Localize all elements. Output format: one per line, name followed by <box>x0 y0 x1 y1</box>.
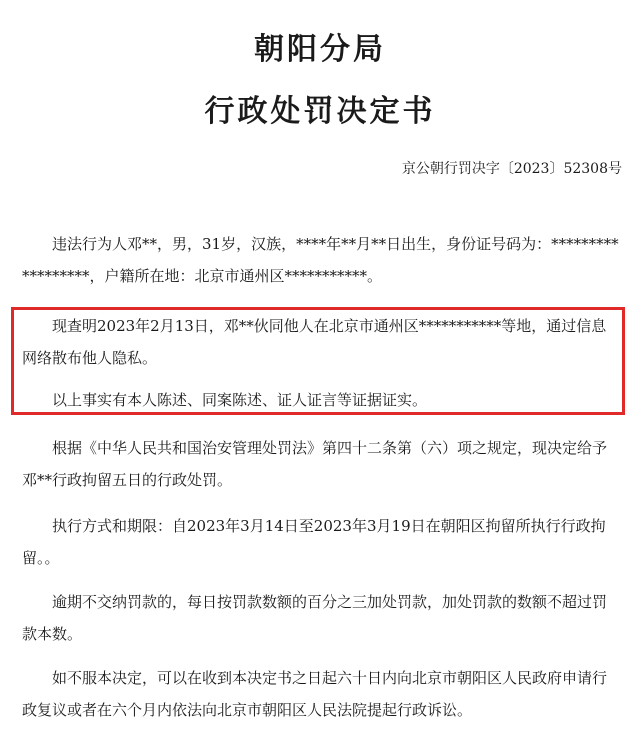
late-fine-paragraph: 逾期不交纳罚款的，每日按罚款数额的百分之三加处罚款，加处罚款的数额不超过罚款本数。 <box>22 593 608 643</box>
execution-paragraph: 执行方式和期限：自2023年3月14日至2023年3月19日在朝阳区拘留所执行行政拘留。。 <box>22 517 606 567</box>
evidence-paragraph: 以上事实有本人陈述、同案陈述、证人证言等证据证实。 <box>52 391 428 409</box>
document-title: 行政处罚决定书 <box>204 94 436 129</box>
findings-paragraph: 现查明2023年2月13日，邓**伙同他人在北京市通州区***********等地，通过信息网络散布他人隐私。 <box>22 317 607 367</box>
appeal-paragraph: 如不服本决定，可以在收到本决定书之日起六十日内向北京市朝阳区人民政府申请行政复议或者在六个月内依法向北京市朝阳区人民法院提起行政诉讼。 <box>22 669 608 719</box>
offender-info-paragraph: 违法行为人邓**，男，31岁，汉族，****年**月**日出生，身份证号码为：******************，户籍所在地：北京市通州区***********。 <box>22 235 619 285</box>
legal-basis-paragraph: 根据《中华人民共和国治安管理处罚法》第四十二条第（六）项之规定，现决定给予邓**行政拘留五日的行政处罚。 <box>22 439 608 489</box>
document-number: 京公朝行罚决字〔2023〕52308号 <box>401 161 622 177</box>
agency-title: 朝阳分局 <box>254 32 386 67</box>
